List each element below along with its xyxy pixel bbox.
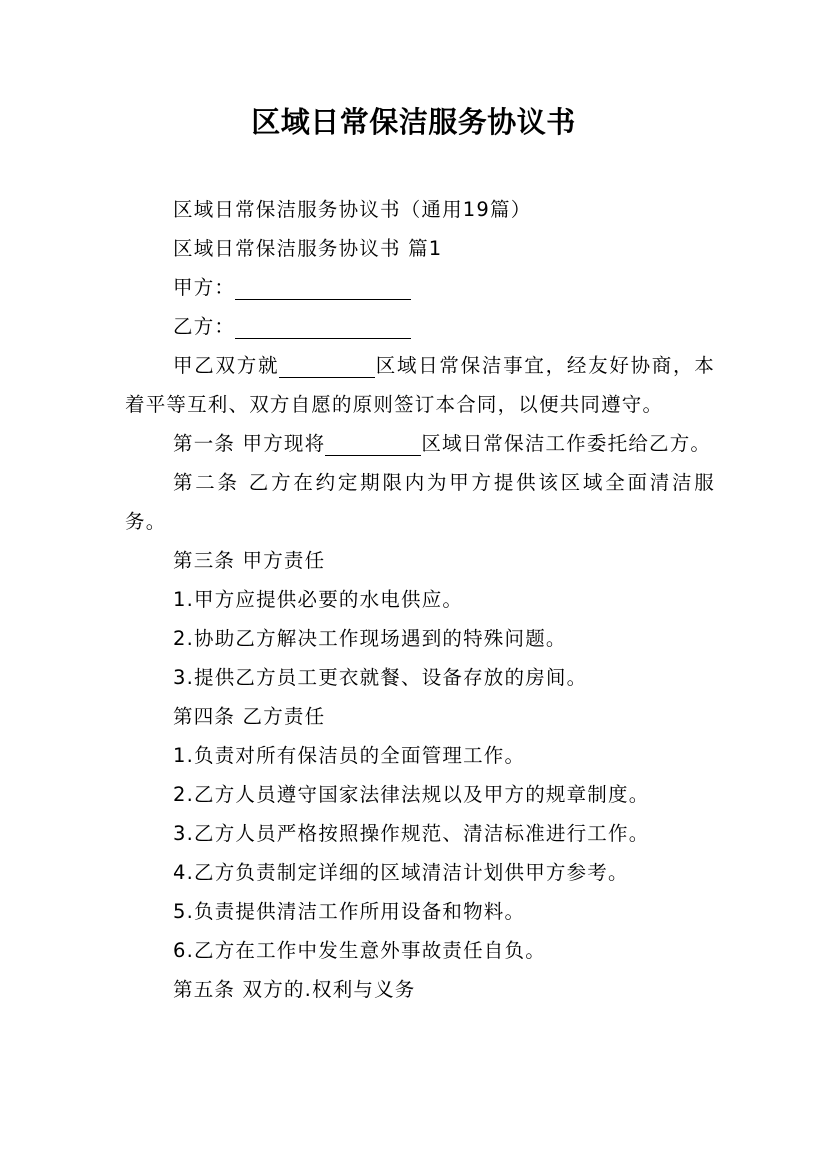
document-body	[125, 190, 715, 1009]
preamble-text-end: 区域日常保洁事宜，经友好协商，本着平等互利、双方自愿的原则签订本合同，以便共同遵守。	[125, 354, 715, 416]
party-a-label: 甲方：	[173, 276, 236, 299]
clause-1-blank-line	[325, 433, 421, 456]
paragraph-preamble	[125, 346, 715, 424]
paragraph-clause-4-item-2: 2.乙方人员遵守国家法律法规以及甲方的规章制度。	[173, 783, 650, 806]
preamble-blank-line	[279, 355, 375, 378]
clause-1-text-end: 区域日常保洁工作委托给乙方。	[421, 432, 712, 455]
preamble-text-start: 甲乙双方就	[173, 354, 280, 377]
paragraph-clause-4-heading: 第四条 乙方责任	[173, 705, 326, 728]
paragraph-clause-3-item-2: 2.协助乙方解决工作现场遇到的特殊问题。	[173, 627, 567, 650]
document-title: 区域日常保洁服务协议书	[251, 105, 576, 139]
party-b-label: 乙方：	[173, 315, 236, 338]
paragraph-party-b	[125, 307, 715, 346]
paragraph-clause-4-item-5: 5.负责提供清洁工作所用设备和物料。	[173, 900, 526, 923]
paragraph-subtitle: 区域日常保洁服务协议书（通用19篇）	[173, 198, 532, 221]
paragraph-clause-2: 第二条 乙方在约定期限内为甲方提供该区域全面清洁服务。	[125, 471, 715, 533]
clause-1-text-start: 第一条 甲方现将	[173, 432, 326, 455]
party-a-blank-line	[235, 277, 411, 300]
paragraph-clause-3-item-3: 3.提供乙方员工更衣就餐、设备存放的房间。	[173, 666, 588, 689]
paragraph-clause-4-item-4: 4.乙方负责制定详细的区域清洁计划供甲方参考。	[173, 861, 629, 884]
paragraph-clause-4-item-6: 6.乙方在工作中发生意外事故责任自负。	[173, 939, 546, 962]
paragraph-clause-3-item-1: 1.甲方应提供必要的水电供应。	[173, 588, 464, 611]
paragraph-clause-4-item-3: 3.乙方人员严格按照操作规范、清洁标准进行工作。	[173, 822, 650, 845]
paragraph-party-a	[125, 268, 715, 307]
paragraph-clause-5-heading: 第五条 双方的.权利与义务	[173, 978, 416, 1001]
paragraph-article-heading: 区域日常保洁服务协议书 篇1	[173, 237, 443, 260]
paragraph-clause-4-item-1: 1.负责对所有保洁员的全面管理工作。	[173, 744, 526, 767]
party-b-blank-line	[235, 316, 411, 339]
paragraph-clause-3-heading: 第三条 甲方责任	[173, 549, 326, 572]
paragraph-clause-1	[125, 424, 715, 463]
